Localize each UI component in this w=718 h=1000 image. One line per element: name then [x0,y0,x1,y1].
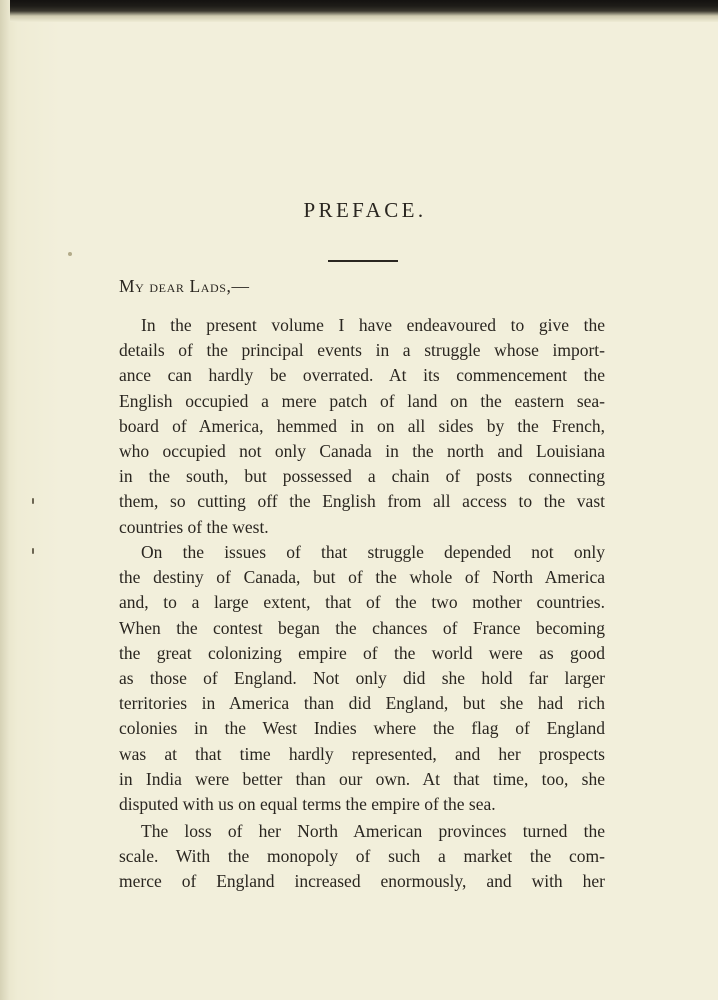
text-line: in the south, but possessed a chain of posts connecting [119,466,605,487]
page-top-edge [0,0,718,22]
paper-speck [68,252,72,256]
text-line: details of the principal events in a struggle whose import- [119,340,605,361]
paper-speck [32,548,34,554]
title-rule [328,260,398,262]
text-line: colonies in the West Indies where the flag of England [119,718,605,739]
text-line: in India were better than our own. At that time, too, she [119,768,605,789]
text-line: The loss of her North American provinces turned the [141,821,605,841]
text-line: merce of England increased enormously, and with her [119,871,605,892]
paper-speck [32,498,34,504]
text-line: them, so cutting off the English from all access to the vast [119,491,605,512]
page-binding-edge [0,0,10,1000]
text-line: the destiny of Canada, but of the whole of North America [119,567,605,588]
text-line: board of America, hemmed in on all sides by the French, [119,415,605,436]
text-line: When the contest began the chances of France becoming [119,617,605,638]
salutation: My dear Lads,— [119,276,250,296]
text-line: who occupied not only Canada in the north and Louisiana [119,440,605,461]
text-line: ance can hardly be overrated. At its commencement the [119,365,605,386]
text-line: as those of England. Not only did she hold far larger [119,667,605,688]
text-line: scale. With the monopoly of such a market the com- [119,846,605,867]
text-line: On the issues of that struggle depended not only [141,542,605,562]
text-line: English occupied a mere patch of land on the eastern sea- [119,390,605,411]
text-line: and, to a large extent, that of the two mother countries. [119,592,605,613]
paragraph-2 [119,540,605,817]
text-line: countries of the west. [119,516,269,537]
page-title: PREFACE. [303,198,427,222]
paragraph-3 [119,819,605,895]
text-line: territories in America than did England, but she had rich [119,693,605,714]
paragraph-1 [119,313,605,540]
text-line: the great colonizing empire of the world were as good [119,642,605,663]
text-line: In the present volume I have endeavoured to give the [141,315,605,335]
text-line: disputed with us on equal terms the empire of the sea. [119,793,496,814]
text-line: was at that time hardly represented, and her prospects [119,743,605,764]
